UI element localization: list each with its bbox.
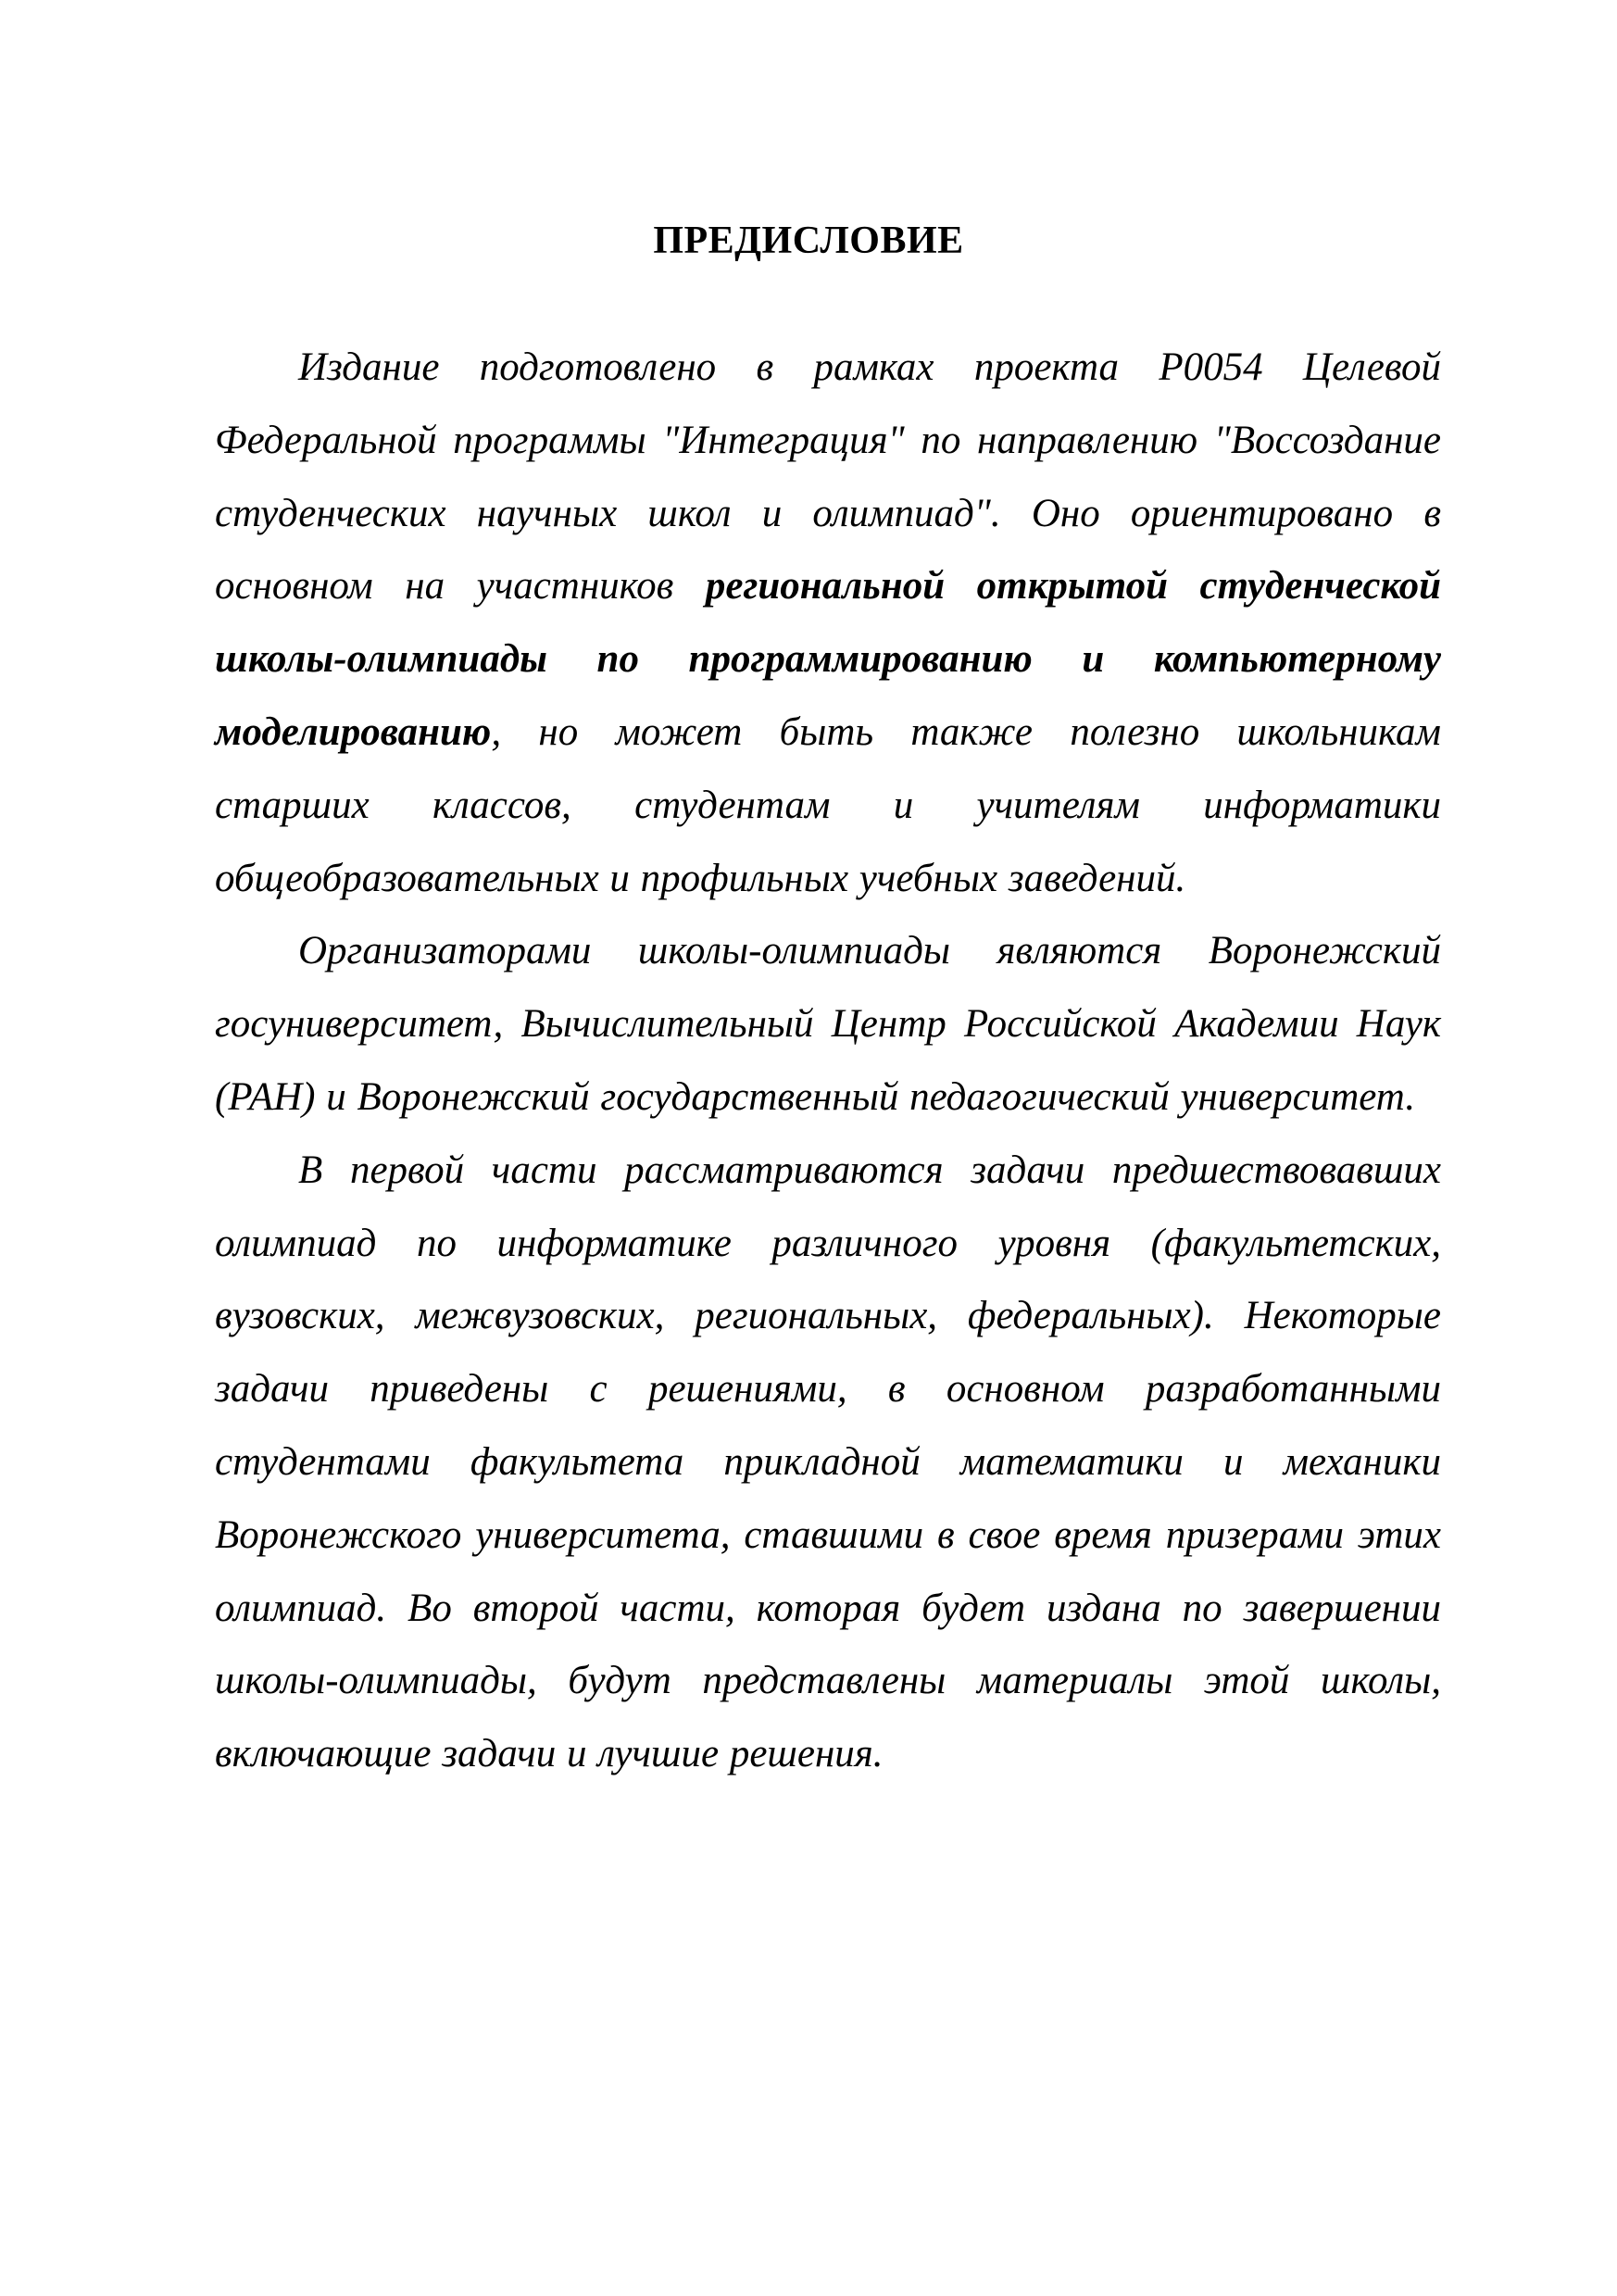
- page-title: ПРЕДИСЛОВИЕ: [653, 220, 964, 262]
- paragraph-2: Организаторами школы-олимпиады являются Воронежский госуниверситет, Вычислительный Центр Российской Академии Наук (РАН) и Воронежский государственный педагогический университет.: [215, 929, 1441, 1119]
- preface-body: [215, 332, 1441, 1791]
- paragraph-3: В первой части рассматриваются задачи предшествовавших олимпиад по информатике различного уровня (факультетских, вузовских, межвузовских, региональных, федеральных). Некоторые задачи приведены с решениями, в основном разработанными студентами факультета прикладной математики и механики Воронежского университета, ставшими в свое время призерами этих олимпиад. Во второй части, которая будет издана по завершении школы-олимпиады, будут представлены материалы этой школы, включающие задачи и лучшие решения.: [215, 1148, 1441, 1776]
- paragraph-1-tail: , но может быть также полезно школьникам старших классов, студентам и учителям информатики общеобразовательных и профильных учебных заведений.: [215, 709, 1441, 900]
- paragraph-1-emphasis: региональной открытой студенческой школы-олимпиады по программированию и компьютерному моделированию: [215, 564, 1441, 754]
- paragraph-1-lead: Издание подготовлено в рамках проекта Р0054 Целевой Федеральной программы "Интеграция" по направлению "Воссоздание студенческих научных школ и олимпиад". Оно ориентировано в основном на участников: [215, 345, 1441, 609]
- paragraph-1: [215, 332, 1441, 915]
